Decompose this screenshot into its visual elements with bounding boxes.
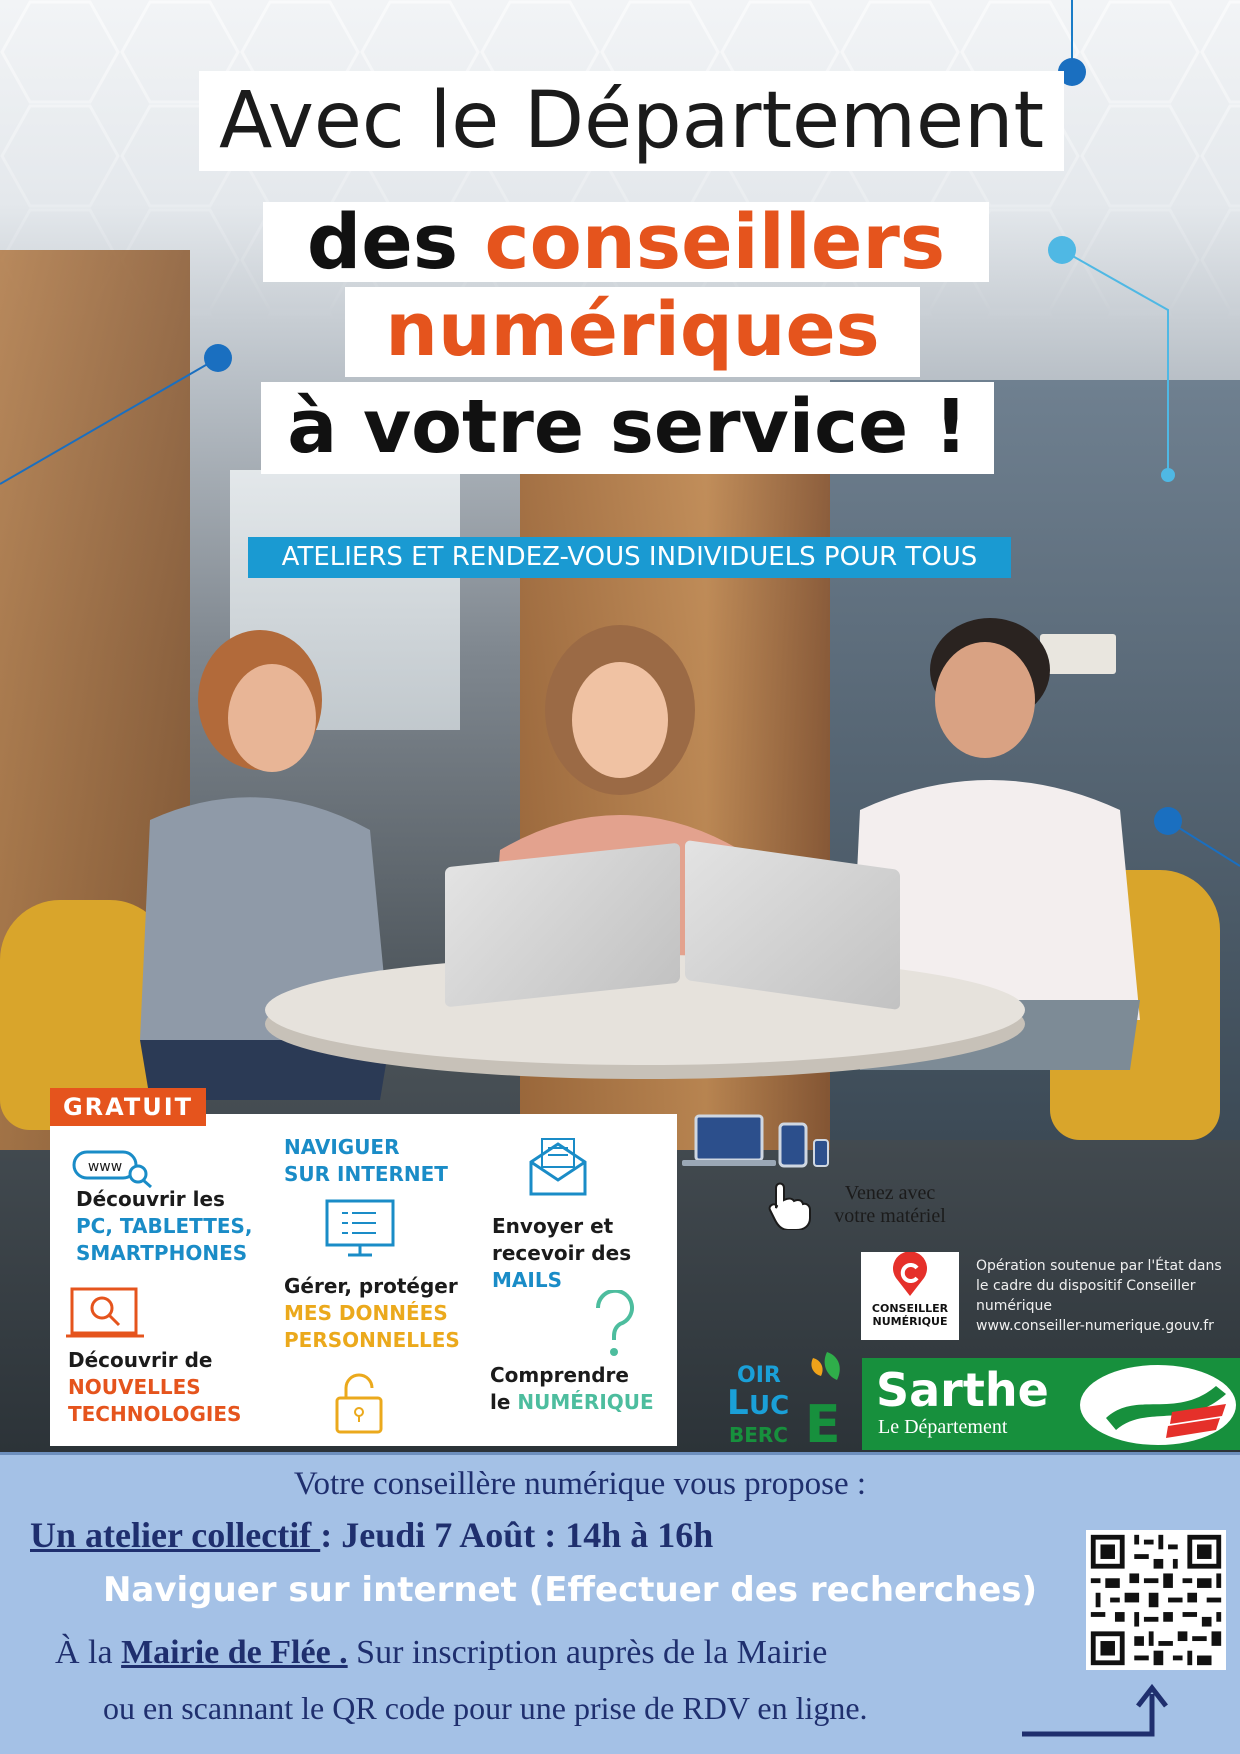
title-line-3 (345, 287, 920, 377)
conseiller-numerique-logo-text (861, 1302, 959, 1328)
cn-logo-line1: CONSEILLER (871, 1302, 949, 1315)
item-comprendre-line2 (490, 1389, 654, 1416)
event-qr-instructions: ou en scannant le QR code pour une prise de RDV en ligne. (103, 1690, 868, 1726)
item-comprendre-numerique: NUMÉRIQUE (517, 1390, 654, 1414)
item-decouvrir-pc-line2: PC, TABLETTES, (76, 1214, 253, 1238)
item-decouvrir-pc (76, 1186, 253, 1267)
item-comprendre (490, 1362, 654, 1416)
bring-your-device-line1: Venez avec (844, 1182, 936, 1204)
item-comprendre-line1: Comprendre (490, 1363, 629, 1387)
item-gerer-line2: MES DONNÉES (284, 1301, 448, 1325)
event-intro: Votre conseillère numérique vous propose : (293, 1466, 867, 1502)
tagline-banner: ATELIERS ET RENDEZ-VOUS INDIVIDUELS POUR TOUS (248, 537, 1011, 578)
item-decouvrir-pc-line1: Découvrir les (76, 1187, 225, 1211)
laptop-search-icon (64, 1286, 146, 1342)
event-registration-text: Sur inscription auprès de la Mairie (347, 1634, 828, 1671)
sarthe-emblem-icon (1076, 1360, 1240, 1450)
arrow-up-icon (1020, 1680, 1170, 1740)
envelope-icon (528, 1136, 588, 1198)
event-topic: Naviguer sur internet (Effectuer des recherches) (102, 1570, 1038, 1610)
event-place-name: Mairie de Flée . (121, 1634, 348, 1671)
title-line-4 (261, 382, 994, 474)
event-atelier-separator: : (320, 1515, 333, 1555)
llb-berc: BERC (729, 1423, 788, 1446)
location-pin-icon (861, 1252, 959, 1302)
conseiller-numerique-logo (861, 1252, 959, 1340)
llb-e: E (805, 1395, 841, 1446)
item-naviguer-line2: SUR INTERNET (284, 1162, 448, 1186)
event-atelier-line (30, 1514, 713, 1556)
loir-luce-berce-logo (727, 1346, 852, 1446)
sarthe-department-logo (862, 1358, 1240, 1450)
monitor-checklist-icon (324, 1198, 396, 1258)
event-date-time: Jeudi 7 Août : 14h à 16h (332, 1515, 714, 1555)
www-icon-text: www (87, 1159, 123, 1175)
www-search-icon (72, 1148, 154, 1188)
item-decouvrir-tech-line3: TECHNOLOGIES (68, 1402, 242, 1426)
title-line-2 (263, 197, 989, 286)
item-decouvrir-tech (68, 1347, 241, 1428)
event-place-line (55, 1634, 827, 1672)
item-gerer-line3: PERSONNELLES (284, 1328, 460, 1352)
cn-logo-line2: NUMÉRIQUE (872, 1315, 948, 1328)
item-envoyer-line1: Envoyer et (492, 1214, 614, 1238)
llb-uc: UC (749, 1391, 790, 1421)
bring-your-device-line2: votre matériel (834, 1205, 946, 1227)
item-decouvrir-tech-line2: NOUVELLES (68, 1375, 201, 1399)
info-divider (0, 1452, 1240, 1455)
llb-oir: OIR (737, 1363, 781, 1388)
services-panel (50, 1114, 677, 1446)
support-line-1: Opération soutenue par l'État dans (976, 1258, 1222, 1274)
leaf-icon (825, 1352, 840, 1380)
item-gerer-line1: Gérer, protéger (284, 1274, 458, 1298)
llb-l: L (727, 1383, 749, 1423)
bring-your-device-text (790, 1182, 990, 1228)
event-place-prefix: À la (55, 1634, 122, 1671)
padlock-icon (334, 1370, 384, 1436)
item-comprendre-le: le (490, 1390, 518, 1414)
qr-code-icon[interactable] (1086, 1530, 1226, 1670)
item-gerer (284, 1273, 460, 1354)
support-line-3: numérique (976, 1298, 1053, 1314)
item-envoyer-line3: MAILS (492, 1268, 562, 1292)
title-numeriques: numériques (385, 287, 880, 373)
item-naviguer (284, 1134, 448, 1188)
item-decouvrir-pc-line3: SMARTPHONES (76, 1241, 248, 1265)
sarthe-subtitle: Le Département (878, 1416, 1008, 1438)
gratuit-badge: GRATUIT (50, 1088, 206, 1126)
support-website: www.conseiller-numerique.gouv.fr (976, 1318, 1214, 1334)
item-envoyer-line2: recevoir des (492, 1241, 632, 1265)
title-conseillers: conseillers (484, 197, 946, 286)
item-naviguer-line1: NAVIGUER (284, 1135, 400, 1159)
item-decouvrir-tech-line1: Découvrir de (68, 1348, 213, 1372)
title-line-2-text (263, 197, 989, 286)
sarthe-name: Sarthe (876, 1363, 1049, 1417)
event-atelier-label: Un atelier collectif (30, 1515, 321, 1555)
title-line-1 (199, 71, 1064, 171)
support-line-2: le cadre du dispositif Conseiller (976, 1278, 1196, 1294)
title-line-1-text: Avec le Département (218, 76, 1045, 166)
item-envoyer (492, 1213, 631, 1294)
title-des: des (306, 197, 485, 286)
state-support-text (976, 1256, 1226, 1336)
title-a-votre-service: à votre service ! (287, 384, 968, 470)
question-mark-icon (592, 1290, 638, 1360)
